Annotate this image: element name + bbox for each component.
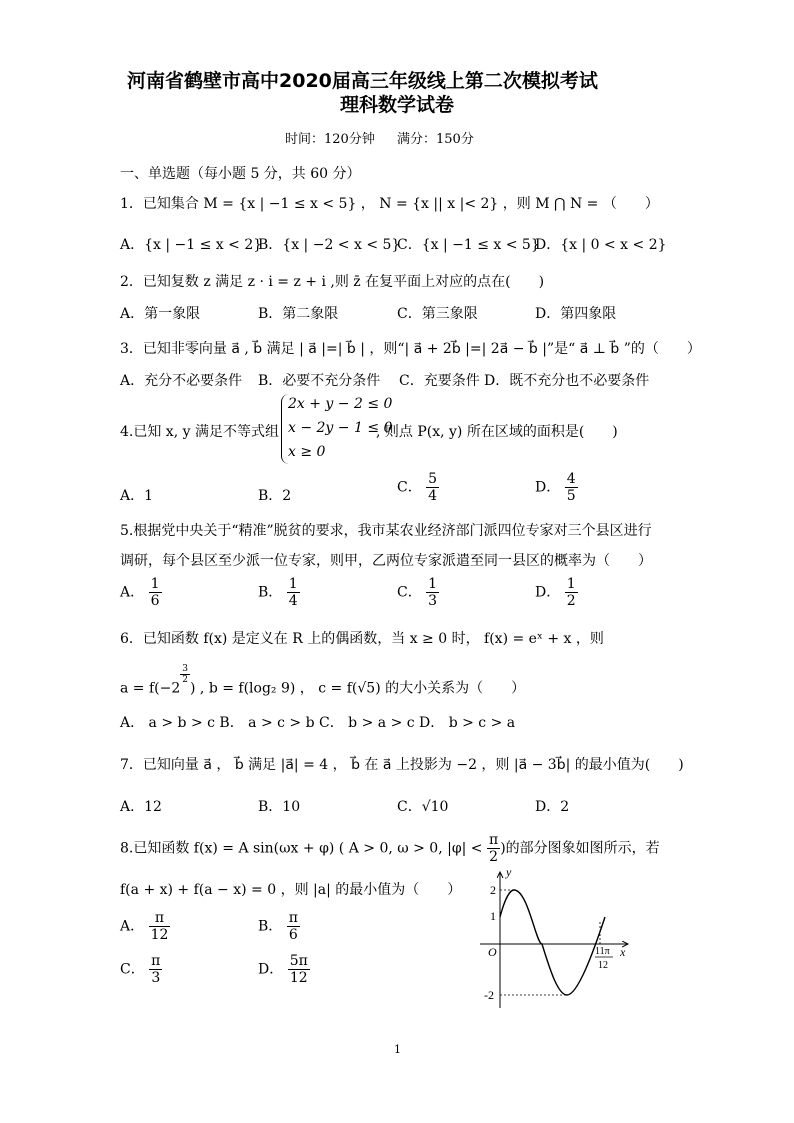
q8-option-b-label: B． (258, 918, 283, 935)
q5-option-d (535, 576, 578, 609)
q4-option-d-fraction (565, 471, 578, 504)
q5-c-numerator: 1 (428, 576, 438, 592)
q4-d-denominator: 5 (566, 488, 576, 505)
q5-line2: 调研，每个县区至少派一位专家，则甲，乙两位专家派遣至同一县区的概率为（ ） (120, 553, 652, 569)
q6-exponent-denominator: 2 (182, 675, 188, 686)
q6-options: A． a > b > c B． a > c > b C． b > a > c D． b > c > a (120, 715, 516, 731)
q1-option-c: C．{x | −1 ≤ x < 5} (397, 237, 540, 253)
q5-option-d-label: D． (535, 584, 561, 601)
q8-option-d-label: D． (258, 961, 284, 978)
q1-option-b: B．{x | −2 < x < 5} (258, 237, 401, 253)
q8-option-c-label: C． (120, 961, 145, 978)
q7-option-c: C．√10 (397, 799, 449, 815)
q2-option-c: C．第三象限 (397, 306, 478, 322)
q6-exponent-fraction (180, 664, 190, 686)
q8-option-b (258, 910, 300, 943)
exam-score: 满分：150分 (397, 132, 474, 147)
q4-option-a: A．1 (120, 488, 154, 504)
q4-c-denominator: 4 (428, 488, 438, 505)
q5-b-denominator: 4 (288, 593, 298, 610)
q5-d-denominator: 2 (566, 593, 576, 610)
q8-a-denominator: 12 (150, 927, 169, 944)
q5-line1: 5.根据党中央关于“精准”脱贫的要求，我市某农业经济部门派四位专家对三个县区进行 (120, 523, 652, 539)
q8-c-denominator: 3 (151, 970, 161, 987)
q8-a-numerator: π (149, 910, 171, 927)
q5-option-a-fraction (149, 576, 162, 609)
q8-sine-graph (470, 862, 640, 1012)
q4-option-c-fraction (426, 471, 439, 504)
q5-option-c-fraction (426, 576, 439, 609)
q7-option-b: B．10 (258, 799, 301, 815)
q6-bc-expression: ) , b = f(log₂ 9) ， c = f(√5) 的大小关系为（ ） (190, 680, 526, 697)
q8-phi-numerator: π (488, 832, 499, 848)
q4-option-d (535, 471, 578, 504)
x-axis-label: x (620, 945, 626, 959)
q4-option-c-label: C． (397, 479, 422, 496)
q5-option-a (120, 576, 162, 609)
q4-option-c (397, 471, 439, 504)
q7-option-a: A．12 (120, 799, 162, 815)
q8-option-a-label: A． (120, 918, 145, 935)
q3-option-b: B．必要不充分条件 (258, 373, 381, 389)
q4-suffix: , 则点 P(x, y) 所在区域的面积是( ) (376, 424, 618, 440)
origin-label: O (488, 945, 497, 959)
q8-d-numerator: 5π (289, 953, 308, 969)
x-tick-numerator: 11π (595, 946, 610, 957)
y-tick-neg2: -2 (484, 988, 494, 1002)
x-tick-denominator: 12 (598, 960, 608, 971)
q5-option-b-fraction (287, 576, 300, 609)
q6-a-expression: a = f(−2 (120, 680, 181, 697)
exam-title-line1: 河南省鹤壁市高中2020届高三年级线上第二次模拟考试 (127, 70, 598, 92)
exam-title-line2: 理科数学试卷 (340, 94, 455, 116)
q6-line2 (120, 664, 525, 697)
q8-option-a-fraction (149, 910, 171, 943)
q4-option-b: B．2 (258, 488, 292, 504)
q4-d-numerator: 4 (566, 471, 576, 487)
q3-option-a: A．充分不必要条件 (120, 373, 243, 389)
q8-line1-end: )的部分图象如图所示，若 (500, 840, 660, 857)
y-axis-label: y (506, 865, 512, 879)
q8-phi-denominator: 2 (489, 849, 499, 866)
q4-c-numerator: 5 (428, 471, 438, 487)
q5-a-numerator: 1 (150, 576, 160, 592)
q6-line1: 6．已知函数 f(x) 是定义在 R 上的偶函数，当 x ≥ 0 时， f(x) = eˣ + x ，则 (120, 631, 604, 647)
q8-phi-bound-fraction (487, 832, 500, 865)
q8-option-c (120, 953, 162, 986)
q8-option-a (120, 910, 170, 943)
q8-option-d-fraction (288, 953, 310, 986)
q1-stem: 1．已知集合 M = {x | −1 ≤ x < 5} ， N = {x || x |< 2} ，则 M ⋂ N = （ ） (120, 196, 659, 212)
q8-b-denominator: 6 (288, 927, 298, 944)
q3-stem: 3．已知非零向量 a⃗ , b⃗ 满足 | a⃗ |=| b⃗ | ，则“| a⃗ + 2b⃗ |=| 2a⃗ − b⃗ |”是“ a⃗ ⊥ b⃗ ”的（ ） (120, 341, 701, 357)
q2-option-b: B．第二象限 (258, 306, 339, 322)
q8-option-d (258, 953, 310, 986)
q8-c-numerator: π (151, 953, 161, 969)
q5-b-numerator: 1 (288, 576, 298, 592)
q5-d-numerator: 1 (566, 576, 576, 592)
y-tick-2: 2 (490, 883, 496, 897)
exam-time: 时间：120分钟 (285, 132, 375, 147)
q8-d-denominator: 12 (289, 970, 308, 987)
q8-line1 (120, 832, 660, 865)
q6-exponent-numerator: 3 (182, 664, 188, 674)
q8-b-numerator: π (288, 910, 298, 926)
q4-option-d-label: D． (535, 479, 561, 496)
sine-curve (500, 890, 605, 995)
q5-option-c-label: C． (397, 584, 422, 601)
q5-c-denominator: 3 (428, 593, 438, 610)
y-tick-1: 1 (490, 909, 496, 923)
q5-option-b-label: B． (258, 584, 283, 601)
q4-prefix: 4.已知 x, y 满足不等式组 (120, 424, 279, 440)
q4-inequality-1: 2x + y − 2 ≤ 0 (288, 396, 393, 412)
q4-inequality-2: x − 2y − 1 ≤ 0 (288, 420, 393, 436)
q2-option-d: D．第四象限 (535, 306, 617, 322)
q1-option-d: D．{x | 0 < x < 2} (535, 237, 667, 253)
q8-option-c-fraction (149, 953, 162, 986)
q8-option-b-fraction (287, 910, 300, 943)
q5-option-c (397, 576, 439, 609)
q5-option-a-label: A． (120, 584, 145, 601)
q7-stem: 7．已知向量 a⃗ ， b⃗ 满足 |a⃗| = 4 ， b⃗ 在 a⃗ 上投影为 −2 ，则 |a⃗ − 3b⃗| 的最小值为( ) (120, 757, 684, 773)
page-number: 1 (394, 1043, 401, 1056)
q5-option-b (258, 576, 300, 609)
section-heading: 一、单选题（每小题 5 分，共 60 分） (120, 166, 361, 182)
q2-option-a: A．第一象限 (120, 306, 201, 322)
q1-option-a: A．{x | −1 ≤ x < 2} (120, 237, 263, 253)
q3-option-c: C．充要条件 (399, 373, 480, 389)
q7-option-d: D．2 (535, 799, 570, 815)
q8-line2: f(a + x) + f(a − x) = 0 ，则 |a| 的最小值为（ ） (120, 882, 462, 898)
q3-option-d: D．既不充分也不必要条件 (484, 373, 650, 389)
q4-inequality-3: x ≥ 0 (288, 444, 326, 460)
q8-line1-start: 8.已知函数 f(x) = A sin(ωx + φ) ( A > 0, ω > 0, |φ| < (120, 840, 483, 857)
q2-stem: 2．已知复数 z 满足 z · i = z + i ,则 z̄ 在复平面上对应的点在( ) (120, 274, 545, 290)
q5-a-denominator: 6 (150, 593, 160, 610)
q5-option-d-fraction (565, 576, 578, 609)
